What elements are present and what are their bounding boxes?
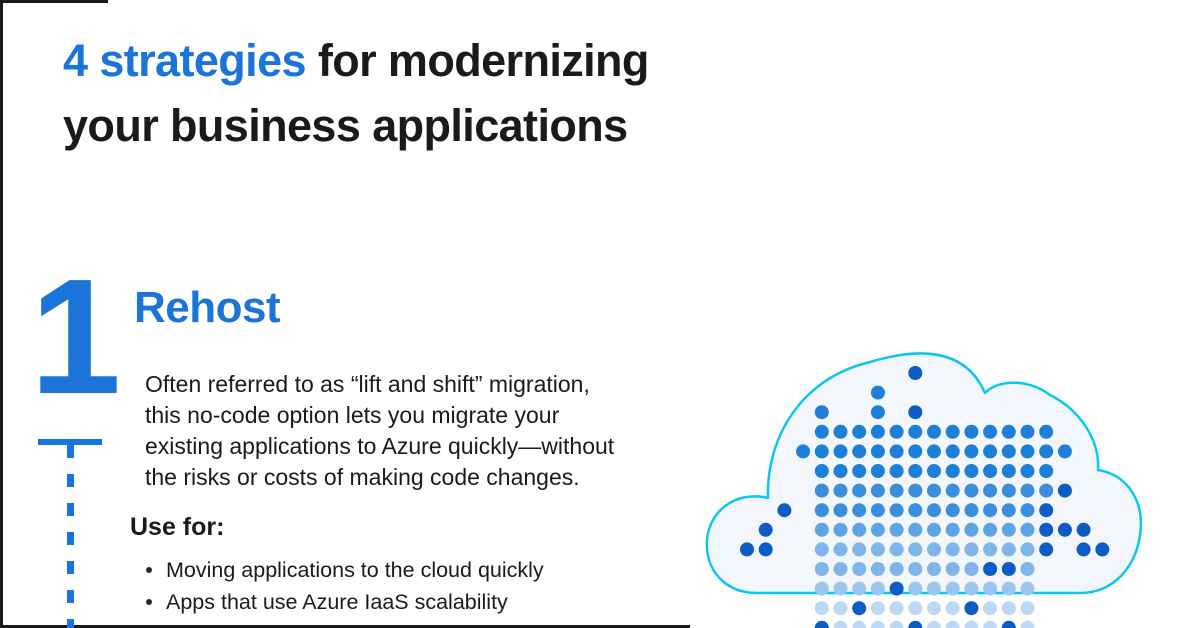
grid-dot: [964, 503, 978, 517]
grid-dot: [1095, 542, 1109, 556]
grid-dot: [871, 444, 885, 458]
grid-dot: [834, 601, 848, 615]
grid-dot: [908, 464, 922, 478]
grid-dot: [1002, 542, 1016, 556]
grid-dot: [908, 366, 922, 380]
grid-dot: [964, 444, 978, 458]
grid-dot: [871, 503, 885, 517]
grid-dot: [815, 425, 829, 439]
grid-dot: [927, 444, 941, 458]
grid-dot: [815, 601, 829, 615]
grid-dot: [908, 444, 922, 458]
grid-dot: [815, 582, 829, 596]
grid-dot: [964, 542, 978, 556]
grid-dot: [871, 582, 885, 596]
grid-dot: [908, 503, 922, 517]
grid-dot: [740, 542, 754, 556]
grid-dot: [1021, 523, 1035, 537]
grid-dot: [946, 542, 960, 556]
grid-dot: [871, 542, 885, 556]
grid-dot: [890, 582, 904, 596]
grid-dot: [964, 562, 978, 576]
grid-dot: [834, 425, 848, 439]
frame-left-edge: [0, 0, 3, 628]
grid-dot: [852, 484, 866, 498]
grid-dot: [1077, 542, 1091, 556]
grid-dot: [908, 523, 922, 537]
grid-dot: [927, 601, 941, 615]
grid-dot: [908, 542, 922, 556]
grid-dot: [852, 503, 866, 517]
grid-dot: [852, 542, 866, 556]
page-title-accent: 4 strategies: [63, 35, 306, 86]
grid-dot: [1002, 562, 1016, 576]
grid-dot: [834, 484, 848, 498]
grid-dot: [834, 523, 848, 537]
grid-dot: [1058, 523, 1072, 537]
grid-dot: [1002, 444, 1016, 458]
list-item-text: Moving applications to the cloud quickly: [166, 558, 544, 582]
timeline-dashed-line: [67, 445, 74, 628]
page-title-line1: [63, 28, 649, 93]
grid-dot: [815, 503, 829, 517]
grid-dot: [1039, 503, 1053, 517]
grid-dot: [871, 601, 885, 615]
grid-dot: [852, 601, 866, 615]
grid-dot: [890, 425, 904, 439]
grid-dot: [1002, 484, 1016, 498]
grid-dot: [927, 484, 941, 498]
frame-top-edge: [0, 0, 108, 3]
grid-dot: [946, 425, 960, 439]
grid-dot: [983, 444, 997, 458]
grid-dot: [834, 444, 848, 458]
description-line: existing applications to Azure quickly—without: [145, 433, 615, 459]
grid-dot: [983, 562, 997, 576]
grid-dot: [759, 523, 773, 537]
grid-dot: [1021, 503, 1035, 517]
description-line: the risks or costs of making code changes.: [145, 464, 580, 490]
grid-dot: [1021, 601, 1035, 615]
grid-dot: [946, 503, 960, 517]
grid-dot: [871, 425, 885, 439]
grid-dot: [983, 582, 997, 596]
grid-dot: [908, 484, 922, 498]
grid-dot: [964, 484, 978, 498]
grid-dot: [1039, 523, 1053, 537]
grid-dot: [946, 562, 960, 576]
grid-dot: [908, 405, 922, 419]
grid-dot: [946, 464, 960, 478]
grid-dot: [946, 601, 960, 615]
grid-dot: [946, 621, 960, 628]
grid-dot: [946, 484, 960, 498]
use-for-list: [146, 558, 544, 622]
grid-dot: [852, 523, 866, 537]
grid-dot: [852, 582, 866, 596]
grid-dot: [946, 444, 960, 458]
grid-dot: [815, 464, 829, 478]
grid-dot: [983, 503, 997, 517]
grid-dot: [1002, 464, 1016, 478]
grid-dot: [815, 523, 829, 537]
grid-dot: [815, 542, 829, 556]
grid-dot: [1002, 582, 1016, 596]
list-item: [146, 558, 544, 583]
grid-dot: [871, 621, 885, 628]
grid-dot: [1058, 484, 1072, 498]
grid-dot: [983, 621, 997, 628]
grid-dot: [871, 464, 885, 478]
grid-dot: [815, 621, 829, 628]
grid-dot: [1021, 484, 1035, 498]
grid-dot: [834, 562, 848, 576]
grid-dot: [834, 464, 848, 478]
grid-dot: [890, 601, 904, 615]
grid-dot: [908, 582, 922, 596]
cloud-outline: [707, 353, 1141, 593]
grid-dot: [1077, 523, 1091, 537]
grid-dot: [834, 542, 848, 556]
grid-dot: [890, 464, 904, 478]
grid-dot: [964, 582, 978, 596]
grid-dot: [1002, 601, 1016, 615]
grid-dot: [871, 386, 885, 400]
grid-dot: [1021, 582, 1035, 596]
grid-dot: [983, 601, 997, 615]
grid-dot: [1002, 621, 1016, 628]
description-line: Often referred to as “lift and shift” migration,: [145, 371, 590, 397]
grid-dot: [890, 444, 904, 458]
grid-dot: [1021, 621, 1035, 628]
grid-dot: [815, 444, 829, 458]
grid-dot: [927, 503, 941, 517]
page-title-line2: your business applications: [63, 100, 628, 151]
grid-dot: [852, 444, 866, 458]
grid-dot: [890, 484, 904, 498]
grid-dot: [983, 425, 997, 439]
grid-dot: [946, 582, 960, 596]
grid-dot: [796, 444, 810, 458]
grid-dot: [983, 484, 997, 498]
grid-dot: [852, 621, 866, 628]
grid-dot: [908, 601, 922, 615]
use-for-heading: Use for:: [130, 513, 225, 541]
grid-dot: [1039, 464, 1053, 478]
grid-dot: [927, 425, 941, 439]
grid-dot: [834, 621, 848, 628]
grid-dot: [815, 484, 829, 498]
grid-dot: [890, 542, 904, 556]
grid-dot: [964, 523, 978, 537]
list-item-text: Apps that use Azure IaaS scalability: [166, 590, 508, 614]
grid-dot: [890, 621, 904, 628]
grid-dot: [1021, 444, 1035, 458]
grid-dot: [1002, 425, 1016, 439]
grid-dot: [908, 621, 922, 628]
cloud-dots-illustration: [700, 340, 1200, 628]
grid-dot: [927, 582, 941, 596]
grid-dot: [1039, 542, 1053, 556]
page-title: [63, 28, 649, 158]
bullet-icon: [146, 599, 152, 605]
grid-dot: [964, 464, 978, 478]
grid-dot: [927, 542, 941, 556]
grid-dot: [777, 503, 791, 517]
grid-dot: [871, 405, 885, 419]
bullet-icon: [146, 567, 152, 573]
grid-dot: [834, 503, 848, 517]
grid-dot: [964, 425, 978, 439]
grid-dot: [890, 523, 904, 537]
section-description: [145, 369, 614, 493]
section-heading: Rehost: [134, 283, 281, 332]
grid-dot: [1058, 444, 1072, 458]
grid-dot: [927, 621, 941, 628]
grid-dot: [1039, 425, 1053, 439]
grid-dot: [1021, 562, 1035, 576]
grid-dot: [964, 621, 978, 628]
grid-dot: [983, 464, 997, 478]
page-title-rest: for modernizing: [305, 35, 649, 86]
grid-dot: [852, 425, 866, 439]
grid-dot: [983, 523, 997, 537]
grid-dot: [871, 484, 885, 498]
grid-dot: [852, 562, 866, 576]
grid-dot: [983, 542, 997, 556]
grid-dot: [908, 425, 922, 439]
grid-dot: [871, 562, 885, 576]
grid-dot: [1039, 484, 1053, 498]
grid-dot: [927, 464, 941, 478]
grid-dot: [890, 562, 904, 576]
grid-dot: [1002, 503, 1016, 517]
grid-dot: [946, 523, 960, 537]
grid-dot: [1039, 444, 1053, 458]
grid-dot: [890, 503, 904, 517]
grid-dot: [815, 562, 829, 576]
grid-dot: [927, 562, 941, 576]
grid-dot: [1021, 542, 1035, 556]
grid-dot: [759, 542, 773, 556]
grid-dot: [908, 562, 922, 576]
description-line: this no-code option lets you migrate your: [145, 402, 560, 428]
list-item: [146, 590, 544, 615]
grid-dot: [927, 523, 941, 537]
grid-dot: [964, 601, 978, 615]
grid-dot: [1021, 425, 1035, 439]
grid-dot: [852, 464, 866, 478]
section-number: 1: [30, 245, 122, 428]
grid-dot: [815, 405, 829, 419]
grid-dot: [871, 523, 885, 537]
grid-dot: [1002, 523, 1016, 537]
grid-dot: [1021, 464, 1035, 478]
grid-dot: [834, 582, 848, 596]
